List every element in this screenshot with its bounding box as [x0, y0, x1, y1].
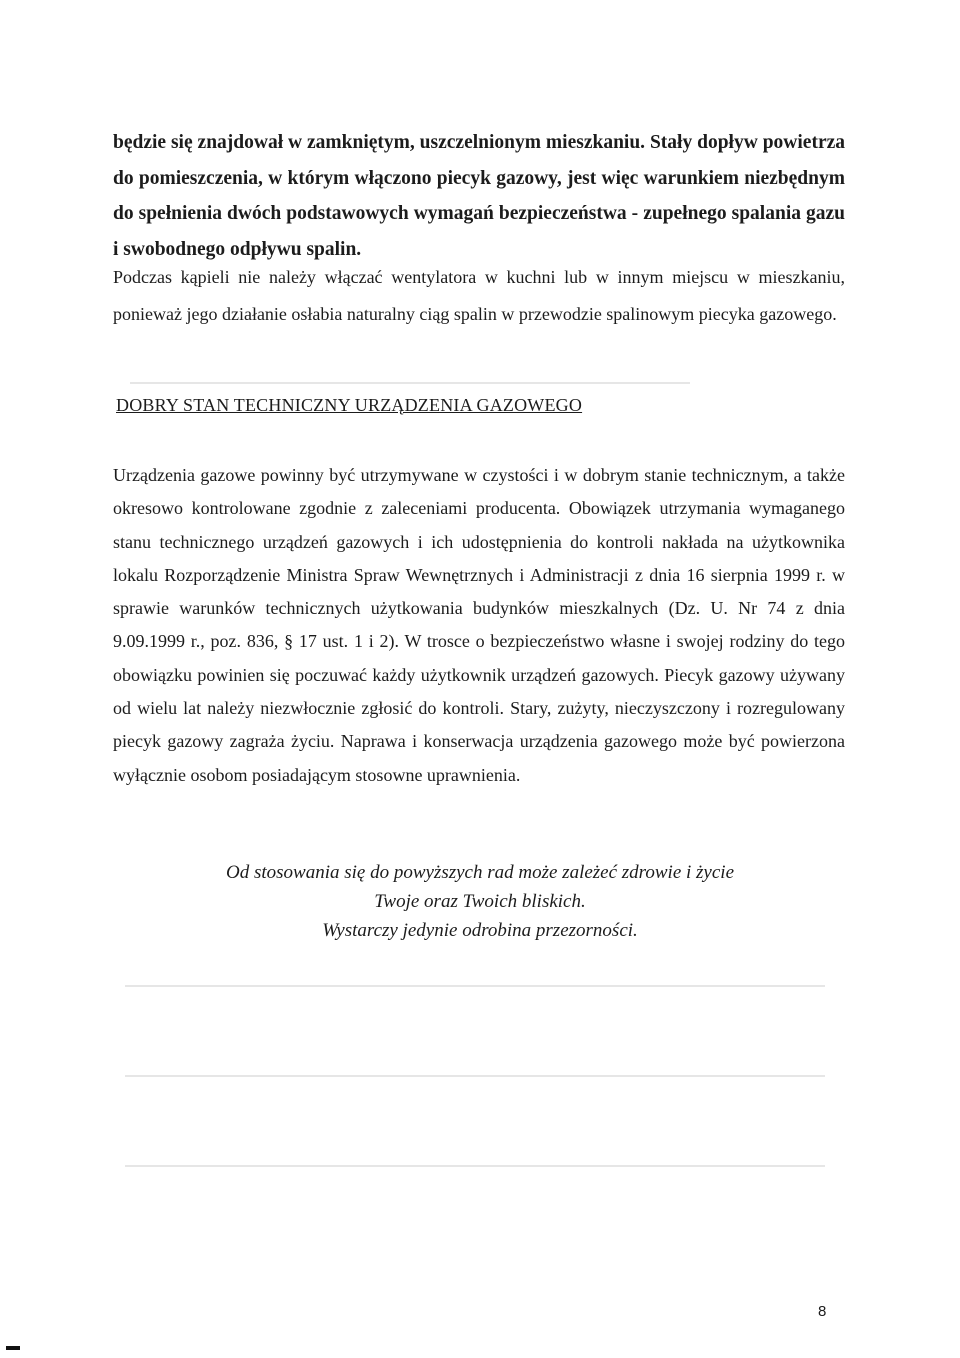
technical-condition-paragraph: Urządzenia gazowe powinny być utrzymywane w czystości i w dobrym stanie technicznym, a także okresowo kontrolowane zgodnie z zaleceniami producenta. Obowiązek utrzymania wymaganego stanu technicznego urządzeń gazowych i ich udostępnienia do kontroli nakłada na użytkownika lokalu Rozporządzenie Ministra Spraw Wewnętrznych i Administracji z dnia 16 sierpnia 1999 r. w sprawie warunków technicznych użytkowania budynków mieszkalnych (Dz. U. Nr 74 z dnia 9.09.1999 r., poz. 836, § 17 ust. 1 i 2). W trosce o bezpieczeństwo własne i swojej rodziny do tego obowiązku powinien się poczuwać każdy użytkownik urządzeń gazowych. Piecyk gazowy używany od wielu lat należy niezwłocznie zgłosić do kontroli. Stary, zużyty, nieczyszczony i rozregulowany piecyk gazowy zagraża życiu. Naprawa i konserwacja urządzenia gazowego może być powierzona wyłącznie osobom posiadającym stosowne uprawnienia.	[113, 465, 845, 785]
page-number: 8	[818, 1303, 827, 1320]
bleed-through-line	[125, 1075, 825, 1077]
bleed-through-line	[125, 1165, 825, 1167]
closing-quote	[150, 858, 810, 945]
ventilation-paragraph: Podczas kąpieli nie należy włączać wentylatora w kuchni lub w innym miejscu w mieszkaniu, ponieważ jego działanie osłabia naturalny ciąg spalin w przewodzie spalinowym piecyka gazowego.	[113, 267, 845, 324]
bleed-through-line	[125, 985, 825, 987]
section-heading: DOBRY STAN TECHNICZNY URZĄDZENIA GAZOWEGO	[116, 395, 583, 415]
bold-paragraph: będzie się znajdował w zamkniętym, uszczelnionym mieszkaniu. Stały dopływ powietrza do pomieszczenia, w którym włączono piecyk gazowy, jest więc warunkiem niezbędnym do spełnienia dwóch podstawowych wymagań bezpieczeństwa - zupełnego spalania gazu i swobodnego odpływu spalin.	[113, 132, 845, 260]
quote-line-1: Od stosowania się do powyższych rad może zależeć zdrowie i życie	[225, 862, 735, 883]
scan-mark	[6, 1346, 20, 1350]
quote-line-3: Wystarczy jedynie odrobina przezorności.	[322, 920, 638, 941]
bleed-through-line	[130, 382, 690, 384]
quote-line-2: Twoje oraz Twoich bliskich.	[374, 891, 586, 912]
